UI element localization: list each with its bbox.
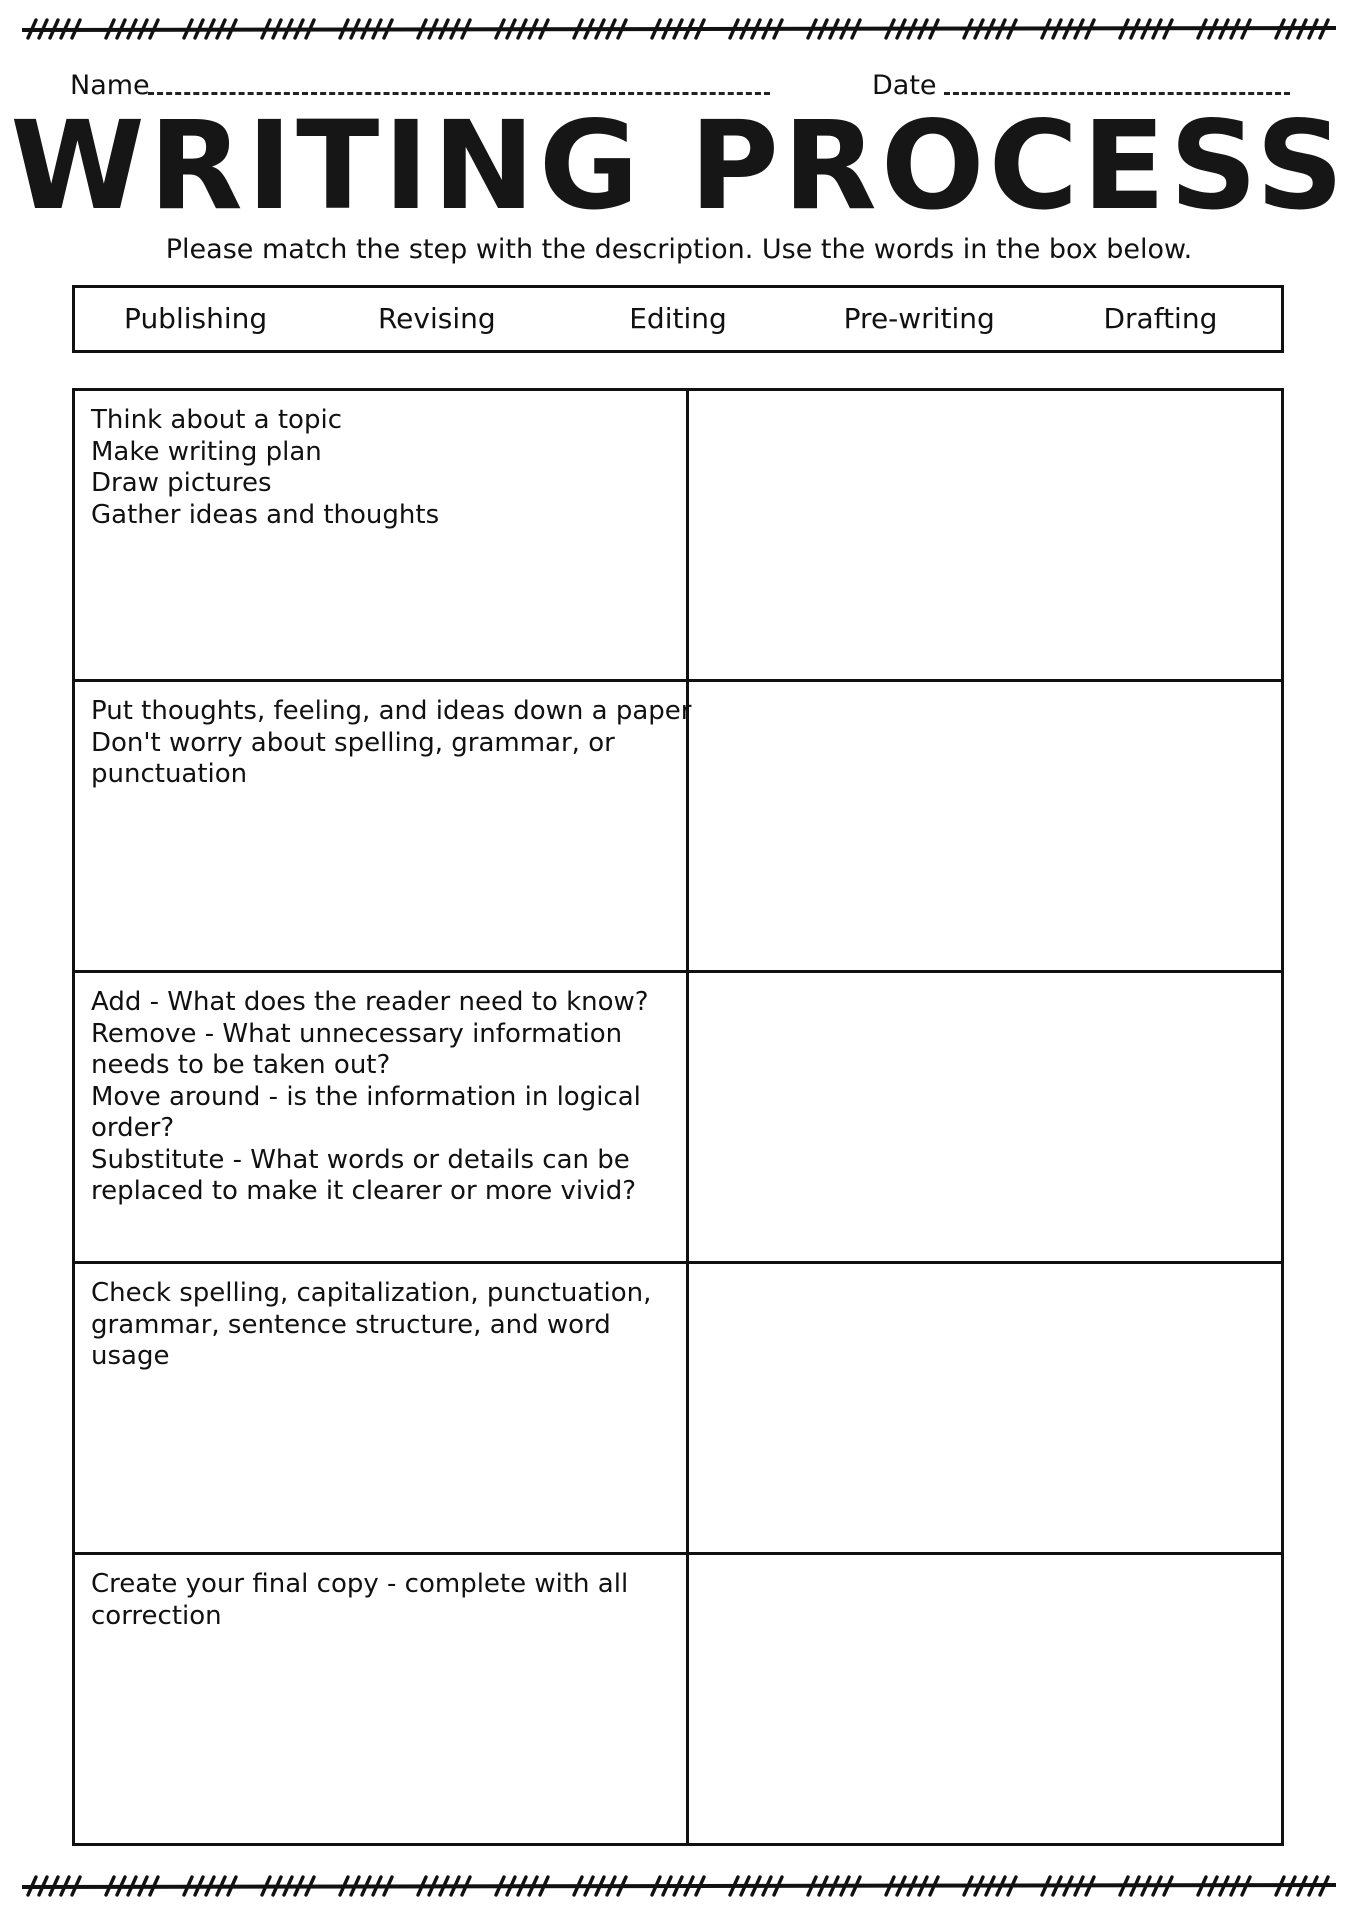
date-label: Date — [872, 70, 937, 101]
word-bank-item: Publishing — [124, 302, 268, 335]
table-row — [75, 973, 1281, 1264]
description-line: Remove - What unnecessary information — [91, 1018, 623, 1049]
description-cell — [75, 682, 692, 970]
answer-cell[interactable] — [689, 391, 1281, 679]
description-line: Don't worry about spelling, grammar, or — [91, 727, 615, 758]
matching-table — [72, 388, 1284, 1846]
answer-cell[interactable] — [689, 1555, 1281, 1843]
table-row — [75, 1264, 1281, 1555]
word-bank-item: Revising — [377, 302, 496, 335]
instructions: Please match the step with the description. Use the words in the box below. — [165, 234, 1193, 265]
word-bank-item: Drafting — [1103, 302, 1218, 335]
description-cell — [75, 1555, 689, 1843]
word-bank — [72, 285, 1284, 353]
description-line: Think about a topic — [91, 405, 342, 435]
description-line: grammar, sentence structure, and word — [91, 1309, 611, 1340]
description-cell — [75, 391, 689, 679]
description-line: Substitute - What words or details can be — [91, 1144, 630, 1175]
name-label: Name — [70, 70, 150, 101]
description-line: correction — [91, 1600, 222, 1631]
description-line: replaced to make it clearer or more vivid? — [91, 1176, 637, 1206]
bottom-border-decoration — [22, 1873, 1336, 1899]
description-line: Move around - is the information in logical — [91, 1081, 641, 1112]
description-line: Make writing plan — [91, 436, 322, 467]
answer-cell[interactable] — [689, 682, 1281, 970]
top-border-decoration — [22, 16, 1336, 42]
description-line: Check spelling, capitalization, punctuation, — [91, 1278, 652, 1308]
description-line: Create your final copy - complete with all — [91, 1569, 629, 1599]
answer-cell[interactable] — [689, 1264, 1281, 1552]
description-line: order? — [91, 1113, 175, 1143]
description-cell — [75, 1264, 689, 1552]
description-line: Draw pictures — [91, 468, 272, 498]
table-row — [75, 1555, 1281, 1843]
description-cell — [75, 973, 689, 1261]
word-bank-item: Editing — [629, 302, 727, 335]
description-line: needs to be taken out? — [91, 1050, 391, 1080]
answer-cell[interactable] — [689, 973, 1281, 1261]
description-line: Put thoughts, feeling, and ideas down a paper — [91, 696, 692, 726]
table-row — [75, 682, 1281, 973]
description-line: Add - What does the reader need to know? — [91, 987, 649, 1017]
word-bank-item: Pre-writing — [843, 302, 995, 335]
table-row — [75, 391, 1281, 682]
worksheet-title: WRITING PROCESS — [10, 95, 1348, 237]
description-line: usage — [91, 1341, 170, 1371]
description-line: Gather ideas and thoughts — [91, 499, 440, 530]
description-line: punctuation — [91, 759, 248, 789]
